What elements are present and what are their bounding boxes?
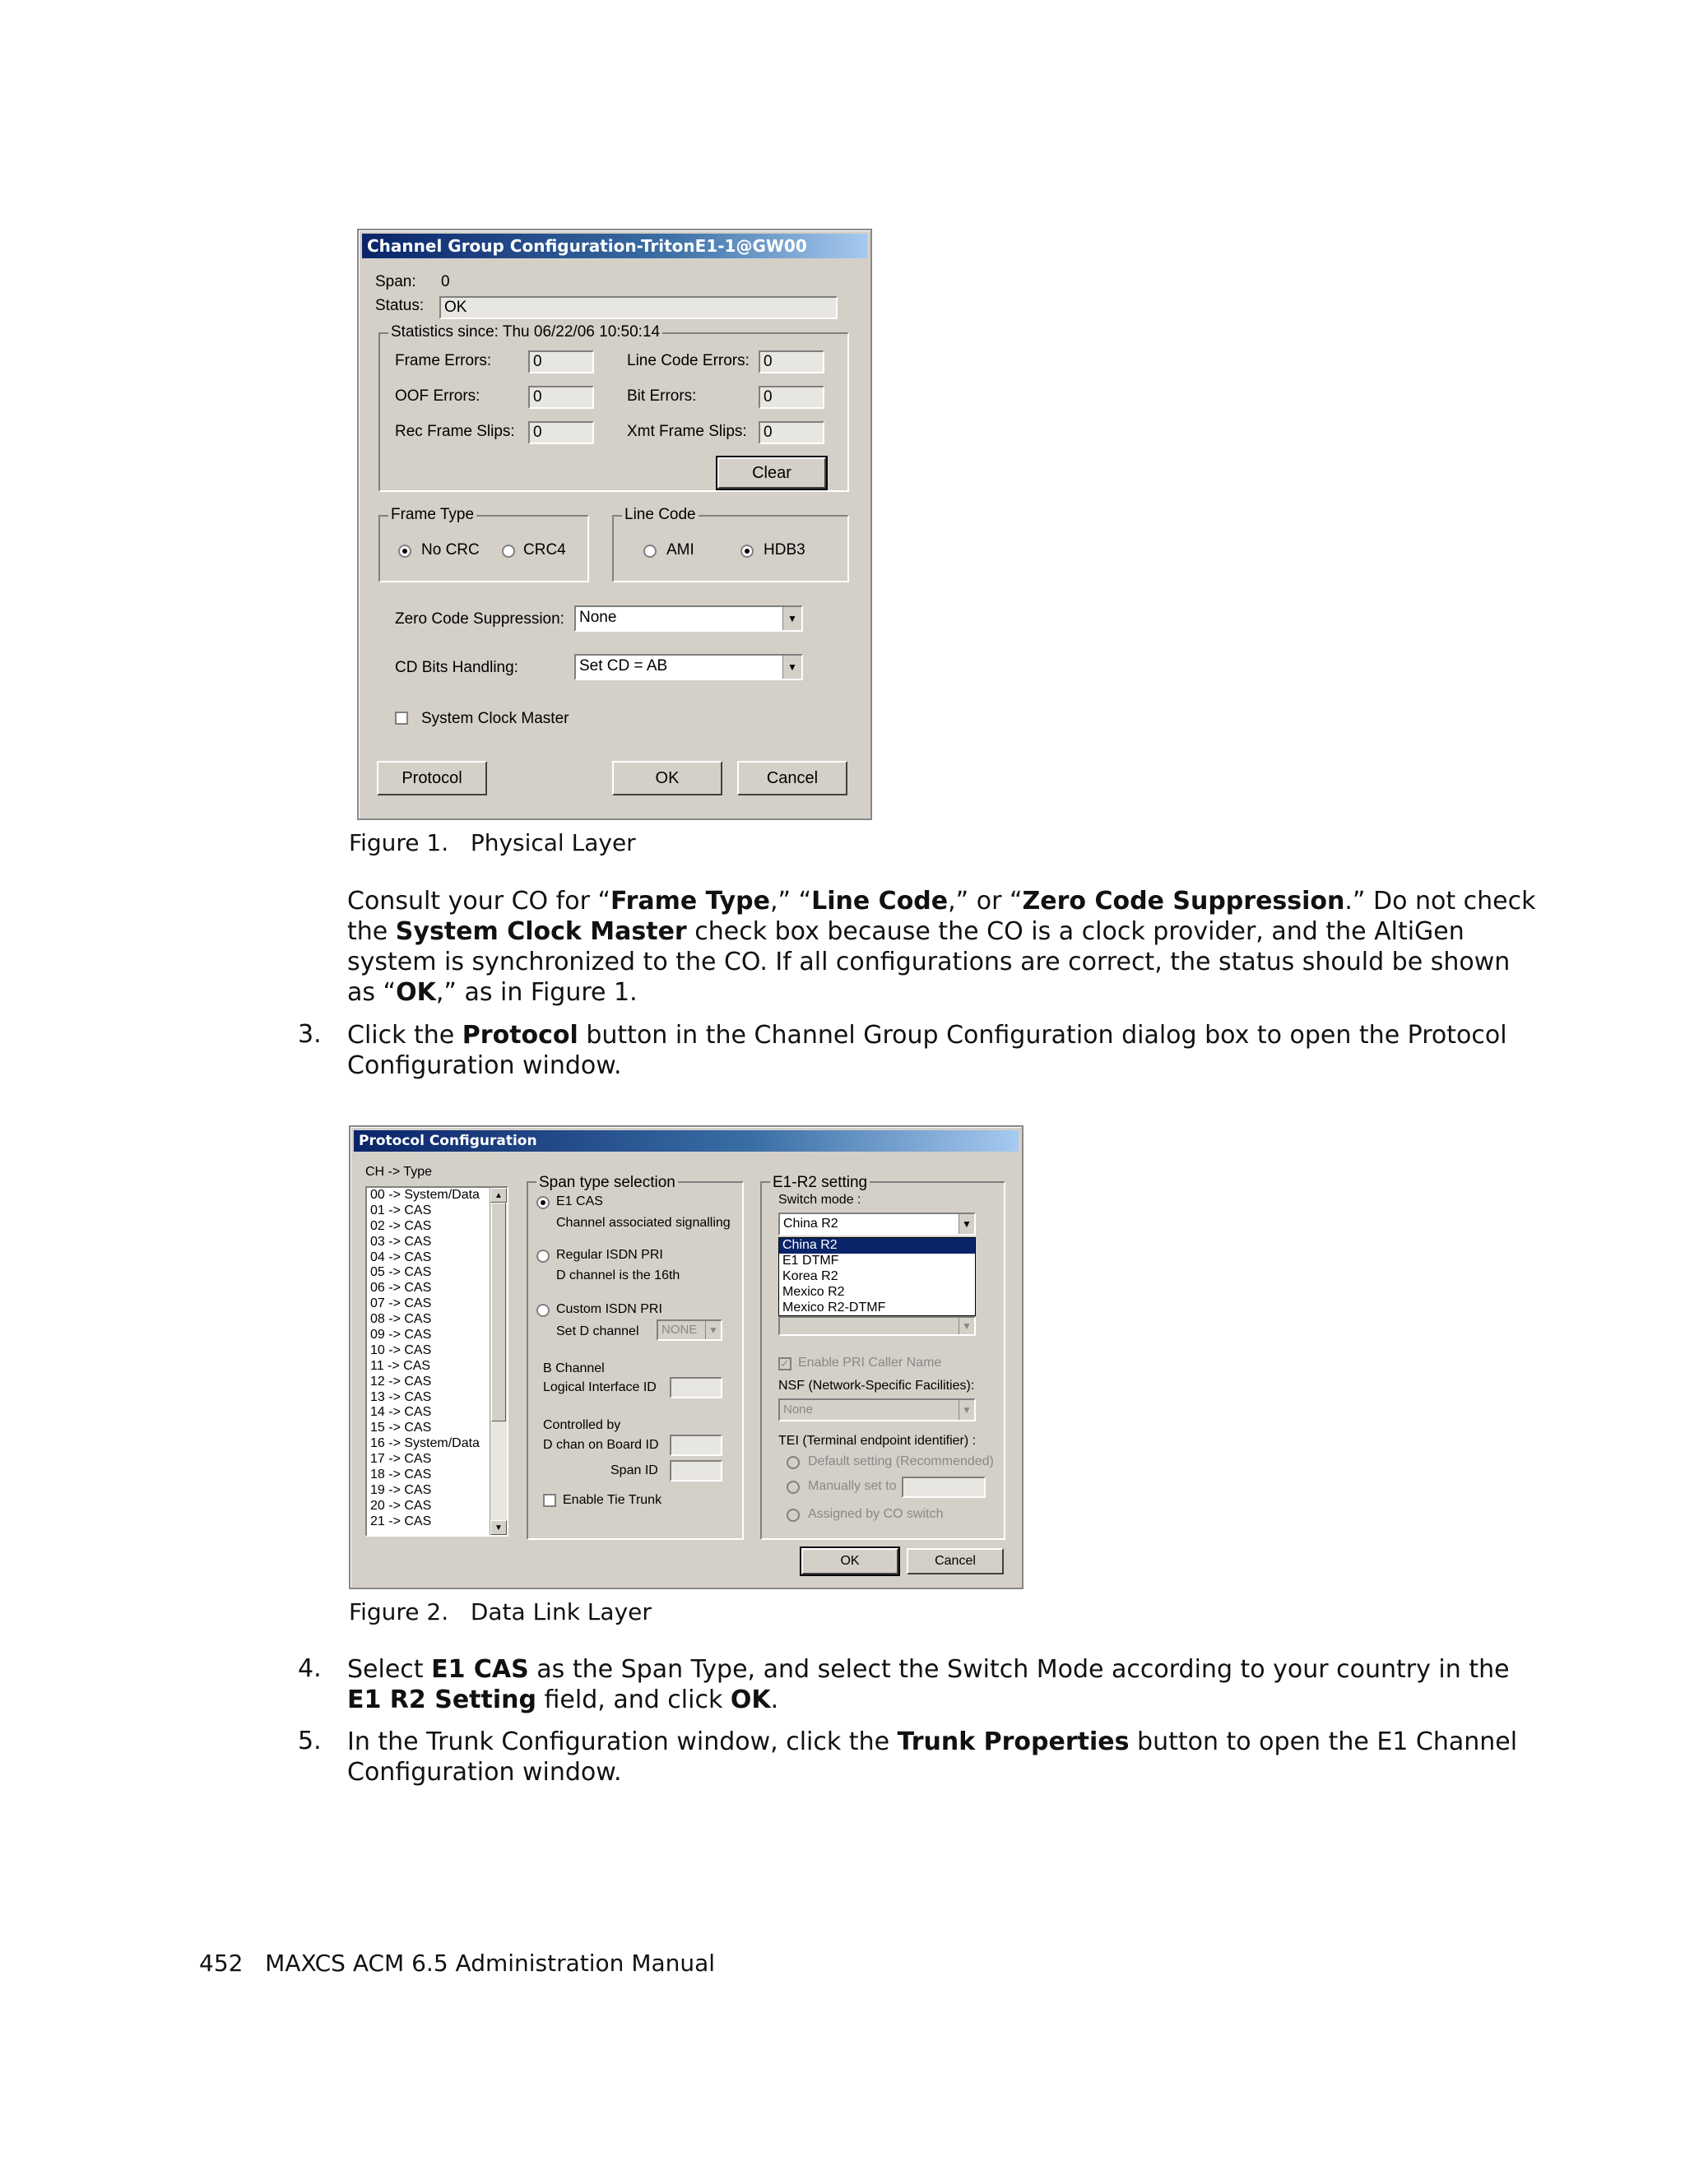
chevron-down-icon: ▼ [959,1318,974,1334]
figure-2-caption [349,1598,652,1625]
switch-mode-label: Switch mode : [778,1193,861,1207]
e1-cas-description: Channel associated signalling [556,1216,731,1230]
chevron-down-icon[interactable]: ▼ [705,1321,721,1339]
line-code-group [612,506,849,582]
channel-list-item[interactable]: 09 -> CAS [370,1328,432,1342]
tei-assigned-radio[interactable] [787,1509,800,1522]
system-clock-checkbox[interactable] [395,712,408,725]
dialog-title: Protocol Configuration [354,1130,1019,1152]
tei-assigned-label: Assigned by CO switch [808,1507,944,1521]
channel-list-item[interactable]: 15 -> CAS [370,1421,432,1435]
e1-r2-group [760,1174,1005,1540]
line-code-group-title: Line Code [622,506,699,524]
status-field: OK [439,296,838,319]
frame-errors-field: 0 [528,350,594,373]
tei-manual-label: Manually set to [808,1479,897,1493]
figure-2-title: Data Link Layer [470,1598,652,1625]
ami-label: AMI [666,541,694,559]
ami-radio[interactable] [643,545,657,558]
statistics-group-title: Statistics since: Thu 06/22/06 10:50:14 [388,323,662,341]
cd-bits-value: Set CD = AB [579,657,668,675]
channel-list-item[interactable]: 13 -> CAS [370,1389,432,1404]
scroll-up-icon[interactable]: ▲ [490,1188,507,1203]
nsf-value: None [783,1403,813,1417]
span-value: 0 [441,273,450,290]
span-label: Span: [375,273,416,290]
xmt-frame-slips-label: Xmt Frame Slips: [627,423,747,440]
cd-bits-label: CD Bits Handling: [395,659,518,676]
channel-list-item[interactable]: 12 -> CAS [370,1374,432,1389]
chevron-down-icon[interactable]: ▼ [782,607,801,630]
clear-button[interactable]: Clear [717,457,826,489]
hdb3-label: HDB3 [764,541,805,559]
protocol-config-dialog [349,1125,1024,1589]
rec-frame-slips-label: Rec Frame Slips: [395,423,515,440]
regular-isdn-label: Regular ISDN PRI [556,1248,663,1262]
channel-list-item[interactable]: 20 -> CAS [370,1498,432,1513]
ok-button[interactable]: OK [801,1548,898,1574]
ok-button[interactable]: OK [612,761,722,795]
hidden-select-underlay [778,1316,976,1336]
e1-cas-label: E1 CAS [556,1194,603,1208]
channel-list-item[interactable]: 21 -> CAS [370,1514,432,1528]
nsf-label: NSF (Network-Specific Facilities): [778,1379,975,1393]
oof-errors-label: OOF Errors: [395,387,480,405]
set-d-channel-value: NONE [661,1323,698,1337]
channel-list[interactable] [365,1186,508,1537]
chevron-down-icon[interactable]: ▼ [782,656,801,679]
step-4-text: Select E1 CAS as the Span Type, and select the Switch Mode according to your country in the E1 R2 Setting field, and click OK. [347,1655,1510,1714]
tei-manual-field[interactable] [902,1477,986,1498]
xmt-frame-slips-field: 0 [759,421,824,444]
switch-option[interactable]: Mexico R2-DTMF [782,1300,886,1315]
figure-2-number: Figure 2. [349,1598,449,1625]
switch-option[interactable]: E1 DTMF [782,1253,839,1268]
channel-list-item[interactable]: 16 -> System/Data [370,1436,480,1451]
manual-title: MAXCS ACM 6.5 Administration Manual [265,1950,716,1977]
set-d-channel-select[interactable] [657,1319,722,1341]
regular-isdn-description: D channel is the 16th [556,1268,680,1282]
channel-list-item[interactable]: 07 -> CAS [370,1296,432,1311]
enable-tie-label: Enable Tie Trunk [563,1493,662,1507]
channel-list-item[interactable]: 05 -> CAS [370,1265,432,1280]
hdb3-radio[interactable] [740,545,754,558]
channel-list-item[interactable]: 19 -> CAS [370,1482,432,1497]
b-channel-label: B Channel [543,1361,605,1375]
no-crc-radio[interactable] [398,545,411,558]
scroll-down-icon[interactable]: ▼ [490,1520,507,1535]
cancel-button[interactable]: Cancel [737,761,847,795]
e1-cas-radio[interactable] [536,1196,550,1209]
status-label: Status: [375,297,425,314]
no-crc-label: No CRC [421,541,480,559]
zero-code-select[interactable] [574,605,803,632]
tei-manual-radio[interactable] [787,1481,800,1494]
system-clock-label: System Clock Master [421,710,569,727]
frame-errors-label: Frame Errors: [395,352,492,369]
e1-r2-group-title: E1-R2 setting [770,1174,870,1192]
channel-list-item[interactable]: 10 -> CAS [370,1342,432,1357]
switch-mode-value: China R2 [783,1217,838,1231]
channel-list-item[interactable]: 02 -> CAS [370,1218,432,1233]
protocol-button[interactable]: Protocol [377,761,487,795]
span-type-group [527,1174,744,1540]
line-code-errors-field: 0 [759,350,824,373]
d-chan-board-field[interactable] [670,1435,722,1456]
step-3-number: 3. [298,1020,322,1049]
cd-bits-select[interactable] [574,654,803,680]
set-d-channel-label: Set D channel [556,1324,639,1338]
frame-type-group [378,506,589,582]
figure-1-caption [349,829,636,856]
channel-list-item[interactable]: 03 -> CAS [370,1234,432,1249]
switch-option[interactable]: China R2 [779,1238,975,1254]
line-code-errors-label: Line Code Errors: [627,352,750,369]
crc4-radio[interactable] [502,545,515,558]
tei-default-radio[interactable] [787,1456,800,1469]
frame-type-group-title: Frame Type [388,506,476,524]
enable-pri-label: Enable PRI Caller Name [798,1356,942,1370]
enable-tie-checkbox[interactable] [543,1494,556,1507]
tei-default-label: Default setting (Recommended) [808,1454,994,1468]
zero-code-label: Zero Code Suppression: [395,610,564,628]
switch-option[interactable]: Korea R2 [782,1268,838,1283]
oof-errors-field: 0 [528,386,594,409]
channel-list-item[interactable]: 00 -> System/Data [370,1188,480,1202]
span-id-label: Span ID [610,1463,658,1477]
cancel-button[interactable]: Cancel [907,1548,1004,1574]
channel-list-item[interactable]: 06 -> CAS [370,1281,432,1296]
span-id-field[interactable] [670,1460,722,1482]
bit-errors-field: 0 [759,386,824,409]
scroll-thumb[interactable] [491,1203,506,1421]
step-5-number: 5. [298,1727,322,1755]
rec-frame-slips-field: 0 [528,421,594,444]
channel-list-item[interactable]: 17 -> CAS [370,1452,432,1467]
controlled-by-label: Controlled by [543,1418,621,1432]
ch-type-header: CH -> Type [365,1165,433,1179]
switch-option[interactable]: Mexico R2 [782,1284,845,1299]
zero-code-value: None [579,609,617,626]
regular-isdn-radio[interactable] [536,1250,550,1263]
step-5-text: In the Trunk Configuration window, click the Trunk Properties button to open the E1 Channel Configuration window. [347,1727,1518,1787]
switch-mode-dropdown-list[interactable] [778,1237,976,1316]
logical-interface-field[interactable] [670,1377,722,1398]
channel-list-item[interactable]: 08 -> CAS [370,1312,432,1327]
statistics-group [378,323,849,492]
channel-list-scrollbar[interactable] [490,1188,507,1535]
custom-isdn-radio[interactable] [536,1304,550,1317]
page-number: 452 [199,1950,244,1977]
d-chan-board-label: D chan on Board ID [543,1438,659,1452]
tei-label: TEI (Terminal endpoint identifier) : [778,1434,977,1448]
nsf-select[interactable] [778,1398,976,1421]
consult-paragraph: Consult your CO for “Frame Type,” “Line Code,” or “Zero Code Suppression.” Do not check the System Clock Master check box because the CO is a clock provider, and the AltiGen system is synchronized to the CO. If all configurations are correct, the status should be shown as “OK,” as in Figure 1. [347,887,1536,1007]
chevron-down-icon[interactable]: ▼ [959,1214,974,1234]
logical-interface-label: Logical Interface ID [543,1380,657,1394]
switch-mode-select[interactable] [778,1213,976,1236]
custom-isdn-label: Custom ISDN PRI [556,1302,662,1316]
figure-1-number: Figure 1. [349,829,449,856]
figure-1-title: Physical Layer [470,829,636,856]
chevron-down-icon[interactable]: ▼ [959,1400,974,1420]
dialog-title: Channel Group Configuration-TritonE1-1@GW00 [362,234,867,258]
crc4-label: CRC4 [523,541,566,559]
step-4-number: 4. [298,1654,322,1683]
step-3-text: Click the Protocol button in the Channel Group Configuration dialog box to open the Protocol Configuration window. [347,1021,1507,1080]
enable-pri-checkbox[interactable]: ✓ [778,1357,791,1370]
page-footer [199,1950,715,1977]
channel-group-config-dialog [357,229,872,820]
channel-list-item[interactable]: 01 -> CAS [370,1203,432,1217]
channel-list-item[interactable]: 14 -> CAS [370,1405,432,1420]
channel-list-item[interactable]: 04 -> CAS [370,1250,432,1264]
bit-errors-label: Bit Errors: [627,387,697,405]
channel-list-item[interactable]: 18 -> CAS [370,1468,432,1482]
channel-list-item[interactable]: 11 -> CAS [370,1358,431,1373]
span-type-group-title: Span type selection [536,1174,678,1192]
